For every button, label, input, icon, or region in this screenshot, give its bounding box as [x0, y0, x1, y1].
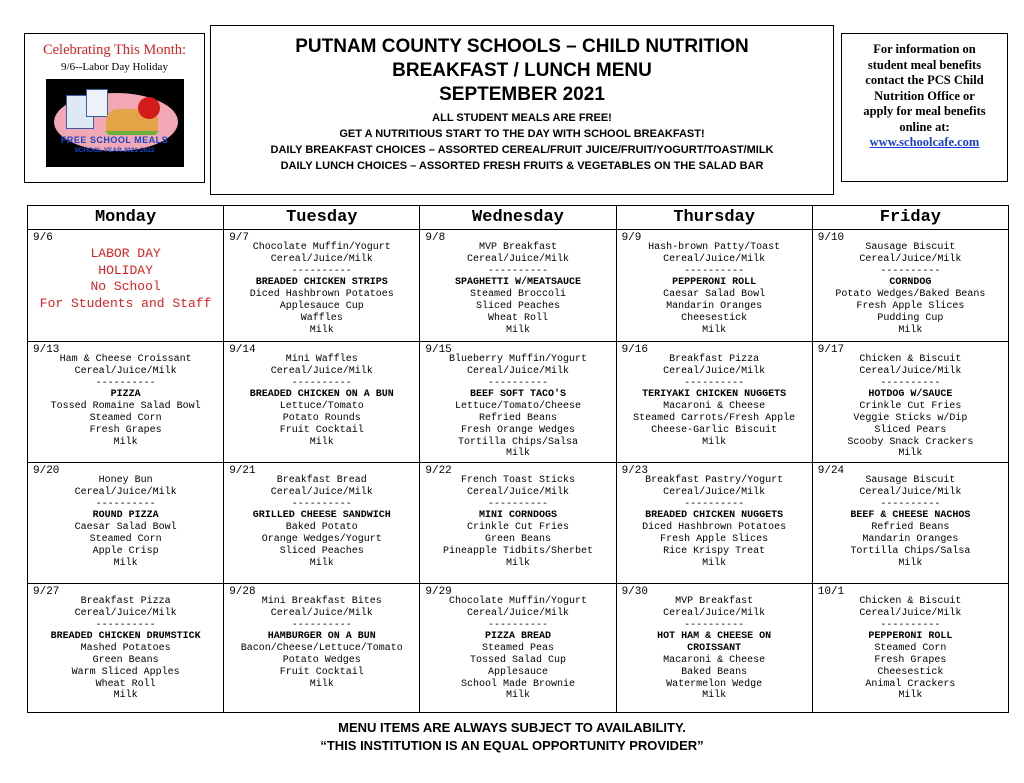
menu-item: Cereal/Juice/Milk [663, 253, 766, 265]
menu-item: Lettuce/Tomato [279, 401, 364, 413]
title-line-2: BREAKFAST / LUNCH MENU [392, 60, 652, 81]
info-line-6: online at: [899, 119, 950, 134]
menu-item: Fresh Apple Slices [856, 300, 965, 312]
menu-item: MVP Breakfast [675, 596, 754, 607]
day-cell [28, 230, 224, 342]
menu-item: Chocolate Muffin/Yogurt [252, 242, 391, 253]
menu-item: Wheat Roll [487, 312, 548, 324]
menu-item: Warm Sliced Apples [71, 666, 180, 678]
menu-item: PIZZA BREAD [484, 631, 551, 643]
menu-item: ---------- [487, 619, 548, 631]
menu-item: Fresh Grapes [874, 654, 947, 666]
menu-item: Sausage Biscuit [865, 242, 956, 253]
menu-item: Breakfast Pizza [80, 596, 171, 607]
menu-item: Milk [898, 690, 923, 702]
day-cell [420, 584, 616, 713]
menu-item: Cereal/Juice/Milk [270, 253, 373, 265]
menu-item: Baked Beans [681, 666, 748, 678]
menu-item: Chicken & Biscuit [859, 354, 962, 365]
holiday-notice [28, 246, 223, 312]
menu-item: ---------- [95, 377, 156, 389]
menu-item: Crinkle Cut Fries [859, 401, 962, 413]
menu-item: Breakfast Bread [276, 475, 367, 486]
menu-item: Caesar Salad Bowl [74, 522, 177, 534]
holiday-line: For Students and Staff [39, 295, 212, 311]
menu-item: Potato Wedges [282, 654, 361, 666]
title-line-1: PUTNAM COUNTY SCHOOLS – CHILD NUTRITION [295, 36, 749, 57]
menu-item: Mandarin Oranges [862, 533, 959, 545]
menu-items [617, 596, 812, 702]
menu-item: TERIYAKI CHICKEN NUGGETS [642, 389, 787, 401]
menu-item: Mashed Potatoes [80, 643, 171, 655]
week-row [28, 463, 1009, 584]
menu-items [28, 596, 223, 702]
menu-item: Tortilla Chips/Salsa [850, 545, 971, 557]
day-cell [224, 584, 420, 713]
menu-item: Steamed Corn [89, 412, 162, 424]
menu-item: Milk [309, 678, 334, 690]
menu-item: Milk [309, 324, 334, 336]
footer [0, 719, 1024, 755]
menu-item: ---------- [291, 619, 352, 631]
menu-items [420, 596, 615, 702]
day-cell [224, 342, 420, 463]
menu-item: MVP Breakfast [478, 242, 557, 253]
menu-item: Cereal/Juice/Milk [859, 486, 962, 498]
day-cell [812, 463, 1008, 584]
menu-items [617, 242, 812, 336]
menu-items [420, 354, 615, 460]
celebrating-heading: Celebrating This Month: [42, 42, 187, 58]
menu-item: French Toast Sticks [460, 475, 575, 486]
menu-item: ---------- [880, 498, 941, 510]
day-date: 9/16 [621, 344, 648, 356]
menu-item: ---------- [487, 377, 548, 389]
menu-item: SPAGHETTI W/MEATSAUCE [454, 277, 581, 289]
title-box [210, 25, 834, 195]
day-date: 9/14 [229, 344, 256, 356]
menu-item: Cereal/Juice/Milk [466, 486, 569, 498]
day-date: 9/30 [621, 586, 648, 598]
day-cell [28, 342, 224, 463]
menu-items [617, 354, 812, 448]
menu-item: Waffles [300, 312, 343, 324]
menu-items [28, 354, 223, 448]
menu-item: Milk [702, 324, 727, 336]
day-cell [28, 584, 224, 713]
menu-item: Refried Beans [478, 412, 557, 424]
menu-item: Cereal/Juice/Milk [74, 486, 177, 498]
menu-item: Hash-brown Patty/Toast [648, 242, 781, 253]
menu-items [224, 475, 419, 569]
day-date: 9/20 [33, 465, 60, 477]
menu-item: Cereal/Juice/Milk [270, 365, 373, 377]
menu-item: ---------- [291, 265, 352, 277]
menu-item: Cereal/Juice/Milk [270, 486, 373, 498]
menu-item: Fruit Cocktail [279, 666, 364, 678]
info-line-2: student meal benefits [867, 57, 982, 72]
menu-item: Milk [702, 690, 727, 702]
info-line-4: Nutrition Office or [874, 88, 975, 103]
menu-item: Milk [505, 448, 530, 460]
footer-availability: MENU ITEMS ARE ALWAYS SUBJECT TO AVAILABILITY. [338, 720, 686, 735]
menu-item: Mandarin Oranges [666, 300, 763, 312]
menu-item: ROUND PIZZA [92, 510, 159, 522]
menu-item: Diced Hashbrown Potatoes [249, 289, 394, 301]
menu-item: Milk [505, 690, 530, 702]
menu-item: Tortilla Chips/Salsa [457, 436, 578, 448]
menu-item: Milk [898, 448, 923, 460]
menu-items [224, 354, 419, 448]
menu-item: Milk [898, 557, 923, 569]
menu-item: ---------- [684, 377, 745, 389]
menu-items [420, 475, 615, 569]
day-date: 9/29 [425, 586, 452, 598]
day-header-tuesday: Tuesday [224, 206, 420, 230]
menu-item: BREADED CHICKEN STRIPS [255, 277, 388, 289]
menu-item: Cheese-Garlic Biscuit [651, 424, 778, 436]
menu-item: Green Beans [484, 533, 551, 545]
menu-item: ---------- [291, 377, 352, 389]
menu-item: Honey Bun [98, 475, 153, 486]
day-date: 9/21 [229, 465, 256, 477]
title-line-3: SEPTEMBER 2021 [439, 84, 605, 105]
menu-items [813, 242, 1008, 336]
celebrating-box [24, 33, 205, 183]
free-school-meals-logo [46, 79, 184, 167]
holiday-line: LABOR DAY [90, 246, 161, 261]
menu-item: Milk [113, 436, 138, 448]
holiday-line: HOLIDAY [98, 262, 153, 278]
holiday-line: No School [90, 279, 161, 294]
day-date: 9/7 [229, 232, 249, 244]
menu-item: Macaroni & Cheese [663, 654, 766, 666]
menu-item: Cheesestick [681, 312, 748, 324]
menu-item: Steamed Corn [89, 533, 162, 545]
menu-item: ---------- [684, 619, 745, 631]
menu-item: Cheesestick [877, 666, 944, 678]
menu-item: Cereal/Juice/Milk [466, 365, 569, 377]
day-date: 9/9 [621, 232, 642, 244]
schoolcafe-link[interactable]: www.schoolcafe.com [869, 135, 980, 149]
menu-item: Steamed Peas [481, 643, 554, 655]
menu-item: Milk [702, 436, 727, 448]
menu-item: CROISSANT [687, 643, 742, 655]
menu-item: Green Beans [92, 654, 159, 666]
menu-item: Cereal/Juice/Milk [663, 365, 766, 377]
day-date: 9/15 [425, 344, 452, 356]
menu-item: ---------- [487, 498, 548, 510]
info-line-3: contact the PCS Child [865, 73, 984, 87]
menu-items [224, 596, 419, 690]
menu-item: ---------- [684, 498, 745, 510]
menu-item: Macaroni & Cheese [663, 401, 766, 413]
menu-item: Scooby Snack Crackers [847, 436, 974, 448]
menu-item: ---------- [880, 619, 941, 631]
day-cell [812, 230, 1008, 342]
menu-item: Lettuce/Tomato/Cheese [454, 401, 581, 413]
menu-item: Blueberry Muffin/Yogurt [448, 354, 587, 365]
menu-item: Wheat Roll [95, 678, 156, 690]
menu-item: Fresh Orange Wedges [460, 424, 575, 436]
menu-item: BREADED CHICKEN DRUMSTICK [50, 631, 201, 643]
menu-item: Crinkle Cut Fries [466, 522, 569, 534]
menu-item: Bacon/Cheese/Lettuce/Tomato [240, 643, 403, 655]
menu-item: Cereal/Juice/Milk [663, 607, 766, 619]
menu-item: Cereal/Juice/Milk [859, 607, 962, 619]
day-date: 9/23 [621, 465, 648, 477]
menu-item: MINI CORNDOGS [478, 510, 557, 522]
menu-item: Cereal/Juice/Milk [859, 365, 962, 377]
menu-item: ---------- [684, 265, 745, 277]
day-cell [616, 463, 812, 584]
menu-item: Watermelon Wedge [666, 678, 763, 690]
subtitle-line-3: DAILY BREAKFAST CHOICES – ASSORTED CEREAL/FRUIT JUICE/FRUIT/YOGURT/TOAST/MILK [270, 144, 774, 156]
subtitle-line-4: DAILY LUNCH CHOICES – ASSORTED FRESH FRUITS & VEGETABLES ON THE SALAD BAR [280, 160, 764, 172]
day-header-monday: Monday [28, 206, 224, 230]
menu-item: Steamed Carrots/Fresh Apple [633, 412, 796, 424]
menu-item: Sliced Peaches [475, 300, 560, 312]
menu-item: Caesar Salad Bowl [663, 289, 766, 301]
menu-items [813, 596, 1008, 702]
menu-item: Apple Crisp [92, 545, 159, 557]
menu-item: Milk [113, 557, 138, 569]
menu-item: Chocolate Muffin/Yogurt [448, 596, 587, 607]
info-box [841, 33, 1008, 182]
menu-item: Baked Potato [285, 522, 358, 534]
menu-item: Milk [702, 557, 727, 569]
menu-item: Animal Crackers [865, 678, 956, 690]
menu-item: Cereal/Juice/Milk [859, 253, 962, 265]
menu-item: Orange Wedges/Yogurt [261, 533, 382, 545]
menu-item: ---------- [880, 265, 941, 277]
menu-item: Veggie Sticks w/Dip [853, 412, 968, 424]
menu-item: Mini Waffles [285, 354, 358, 365]
day-date: 9/13 [33, 344, 60, 356]
menu-calendar [27, 205, 1009, 713]
menu-item: BREADED CHICKEN ON A BUN [249, 389, 394, 401]
logo-subtext: SCHOOL YEAR 2021-2022 [74, 147, 155, 154]
menu-item: ---------- [291, 498, 352, 510]
day-cell [420, 342, 616, 463]
menu-item: Milk [505, 324, 530, 336]
menu-item: Refried Beans [871, 522, 950, 534]
menu-item: PIZZA [110, 389, 141, 401]
menu-items [224, 242, 419, 336]
menu-item: PEPPERONI ROLL [672, 277, 757, 289]
day-cell [224, 230, 420, 342]
info-line-1: For information on [873, 42, 976, 56]
menu-item: Cereal/Juice/Milk [663, 486, 766, 498]
day-cell [224, 463, 420, 584]
menu-item: BEEF & CHEESE NACHOS [850, 510, 971, 522]
menu-item: Cereal/Juice/Milk [466, 253, 569, 265]
logo-text: FREE SCHOOL MEALS [60, 135, 169, 145]
menu-item: Cereal/Juice/Milk [466, 607, 569, 619]
day-cell [616, 230, 812, 342]
menu-item: Breakfast Pastry/Yogurt [645, 475, 784, 486]
menu-item: Tossed Romaine Salad Bowl [50, 401, 201, 413]
day-date: 9/10 [817, 232, 845, 244]
menu-item: Steamed Corn [874, 643, 947, 655]
menu-item: HOT HAM & CHEESE ON [657, 631, 772, 643]
menu-item: ---------- [95, 619, 156, 631]
menu-item: BEEF SOFT TACO'S [469, 389, 566, 401]
menu-item: CORNDOG [889, 277, 932, 289]
footer-equal-opportunity: “THIS INSTITUTION IS AN EQUAL OPPORTUNITY PROVIDER” [320, 738, 704, 753]
menu-item: ---------- [95, 498, 156, 510]
day-header-wednesday: Wednesday [420, 206, 616, 230]
day-cell [812, 584, 1008, 713]
menu-item: Rice Krispy Treat [663, 545, 766, 557]
day-date: 9/17 [817, 344, 845, 356]
menu-item: Potato Wedges/Baked Beans [835, 289, 986, 301]
menu-item: Pineapple Tidbits/Sherbet [442, 545, 593, 557]
menu-item: Fresh Grapes [89, 424, 162, 436]
menu-item: Applesauce [487, 666, 548, 678]
day-cell [616, 584, 812, 713]
apple-icon [138, 97, 160, 119]
menu-item: Steamed Broccoli [469, 289, 566, 301]
menu-item: ---------- [487, 265, 548, 277]
day-date: 9/24 [817, 465, 845, 477]
day-date: 10/1 [817, 586, 845, 598]
day-cell [420, 230, 616, 342]
menu-item: Cereal/Juice/Milk [74, 607, 177, 619]
menu-item: Milk [505, 557, 530, 569]
menu-items [813, 475, 1008, 569]
subtitle-line-2: GET A NUTRITIOUS START TO THE DAY WITH SCHOOL BREAKFAST! [339, 128, 705, 140]
menu-item: Milk [898, 324, 923, 336]
menu-items [813, 354, 1008, 460]
menu-item: Pudding Cup [877, 312, 944, 324]
week-row [28, 584, 1009, 713]
menu-item: Cereal/Juice/Milk [74, 365, 177, 377]
menu-items [420, 242, 615, 336]
day-date: 9/28 [229, 586, 256, 598]
day-date: 9/22 [425, 465, 452, 477]
menu-item: Fresh Apple Slices [660, 533, 769, 545]
menu-item: BREADED CHICKEN NUGGETS [645, 510, 784, 522]
menu-item: GRILLED CHEESE SANDWICH [252, 510, 391, 522]
menu-item: HOTDOG W/SAUCE [868, 389, 953, 401]
day-date: 9/8 [425, 232, 446, 244]
milk-carton-small-icon [86, 89, 108, 117]
menu-item: HAMBURGER ON A BUN [267, 631, 376, 643]
menu-item: Potato Rounds [282, 412, 361, 424]
menu-item: Sausage Biscuit [865, 475, 956, 486]
menu-item: Sliced Peaches [279, 545, 364, 557]
menu-item: Mini Breakfast Bites [261, 596, 382, 607]
day-header-thursday: Thursday [616, 206, 812, 230]
day-cell [812, 342, 1008, 463]
subtitle-line-1: ALL STUDENT MEALS ARE FREE! [432, 112, 612, 124]
menu-item: Sliced Pears [874, 424, 947, 436]
menu-item: Ham & Cheese Croissant [59, 354, 192, 365]
week-row [28, 342, 1009, 463]
menu-item: ---------- [880, 377, 941, 389]
week-row [28, 230, 1009, 342]
menu-item: Tossed Salad Cup [469, 654, 566, 666]
menu-items [28, 475, 223, 569]
day-date: 9/27 [33, 586, 60, 598]
celebrating-event: 9/6--Labor Day Holiday [61, 61, 168, 73]
info-line-5: apply for meal benefits [863, 104, 986, 118]
menu-item: School Made Brownie [460, 678, 575, 690]
menu-item: Diced Hashbrown Potatoes [642, 522, 787, 534]
menu-item: Cereal/Juice/Milk [270, 607, 373, 619]
menu-item: Milk [309, 436, 334, 448]
menu-item: Fruit Cocktail [279, 424, 364, 436]
menu-item: Milk [309, 557, 334, 569]
day-cell [616, 342, 812, 463]
day-date: 9/6 [33, 232, 53, 244]
menu-item: Chicken & Biscuit [859, 596, 962, 607]
menu-item: PEPPERONI ROLL [868, 631, 953, 643]
menu-item: Milk [113, 690, 138, 702]
menu-items [617, 475, 812, 569]
day-cell [28, 463, 224, 584]
menu-item: Applesauce Cup [279, 300, 364, 312]
weekday-header-row [28, 206, 1009, 230]
menu-item: Breakfast Pizza [669, 354, 760, 365]
day-cell [420, 463, 616, 584]
day-header-friday: Friday [812, 206, 1008, 230]
